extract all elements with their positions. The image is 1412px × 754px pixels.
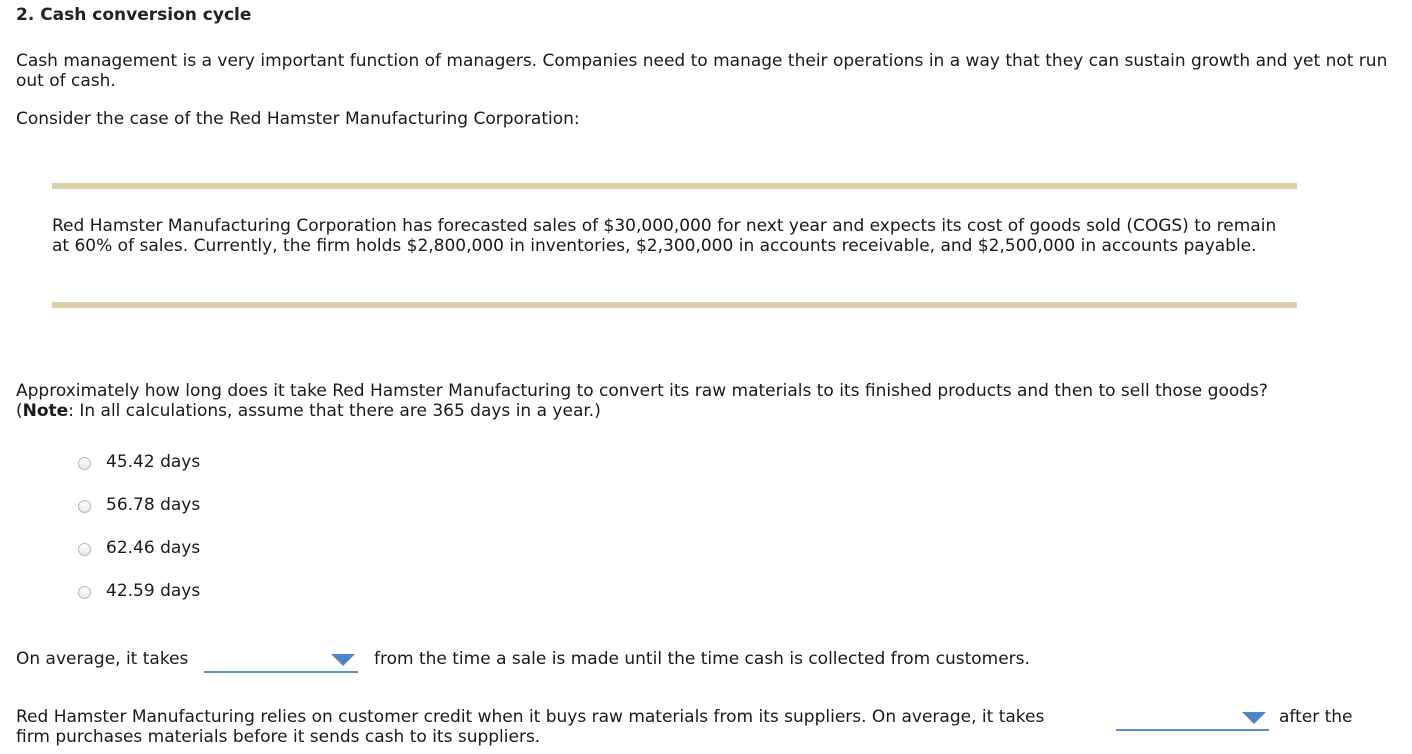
sentence2-line2: firm purchases materials before it sends cash to its suppliers. xyxy=(16,727,541,747)
payables-period-dropdown[interactable] xyxy=(1116,707,1269,731)
sentence2-before: Red Hamster Manufacturing relies on customer credit when it buys raw materials from its suppliers. On average, it takes xyxy=(16,707,1045,727)
answer-option[interactable] xyxy=(78,495,200,515)
note-label: Note xyxy=(22,401,69,421)
answer-option[interactable] xyxy=(78,538,200,558)
answer-option[interactable] xyxy=(78,452,200,472)
note-open: ( xyxy=(16,401,23,421)
case-top-rule xyxy=(52,183,1297,189)
chevron-down-icon xyxy=(331,654,355,666)
radio-button[interactable] xyxy=(78,500,91,513)
intro-paragraph: Cash management is a very important function of managers. Companies need to manage their operations in a way that they can sustain growth and yet not run out of cash. xyxy=(16,51,1388,91)
intro-consider: Consider the case of the Red Hamster Manufacturing Corporation: xyxy=(16,109,580,129)
section-heading: 2. Cash conversion cycle xyxy=(16,5,252,25)
radio-button[interactable] xyxy=(78,543,91,556)
case-description: Red Hamster Manufacturing Corporation has forecasted sales of $30,000,000 for next year and expects its cost of goods sold (COGS) to remain at 60% of sales. Currently, the firm holds $2,800,000 in inventories, $2,300,000 in accounts receivable, and $2,500,000 in accounts payable. xyxy=(52,216,1277,256)
collection-period-dropdown[interactable] xyxy=(204,649,358,673)
option-label: 42.59 days xyxy=(106,581,201,601)
sentence2-after: after the xyxy=(1279,707,1353,727)
option-label: 56.78 days xyxy=(106,495,201,515)
option-label: 45.42 days xyxy=(106,452,201,472)
radio-button[interactable] xyxy=(78,457,91,470)
sentence1-before: On average, it takes xyxy=(16,649,189,669)
case-bottom-rule xyxy=(52,302,1297,308)
note-text: : In all calculations, assume that there are 365 days in a year.) xyxy=(68,401,601,421)
answer-option[interactable] xyxy=(78,581,200,601)
question-text xyxy=(16,381,1396,421)
question-body: Approximately how long does it take Red Hamster Manufacturing to convert its raw materials to its finished products and then to sell those goods? xyxy=(16,381,1268,401)
radio-button[interactable] xyxy=(78,586,91,599)
chevron-down-icon xyxy=(1242,712,1266,724)
sentence1-after: from the time a sale is made until the time cash is collected from customers. xyxy=(374,649,1030,669)
option-label: 62.46 days xyxy=(106,538,201,558)
